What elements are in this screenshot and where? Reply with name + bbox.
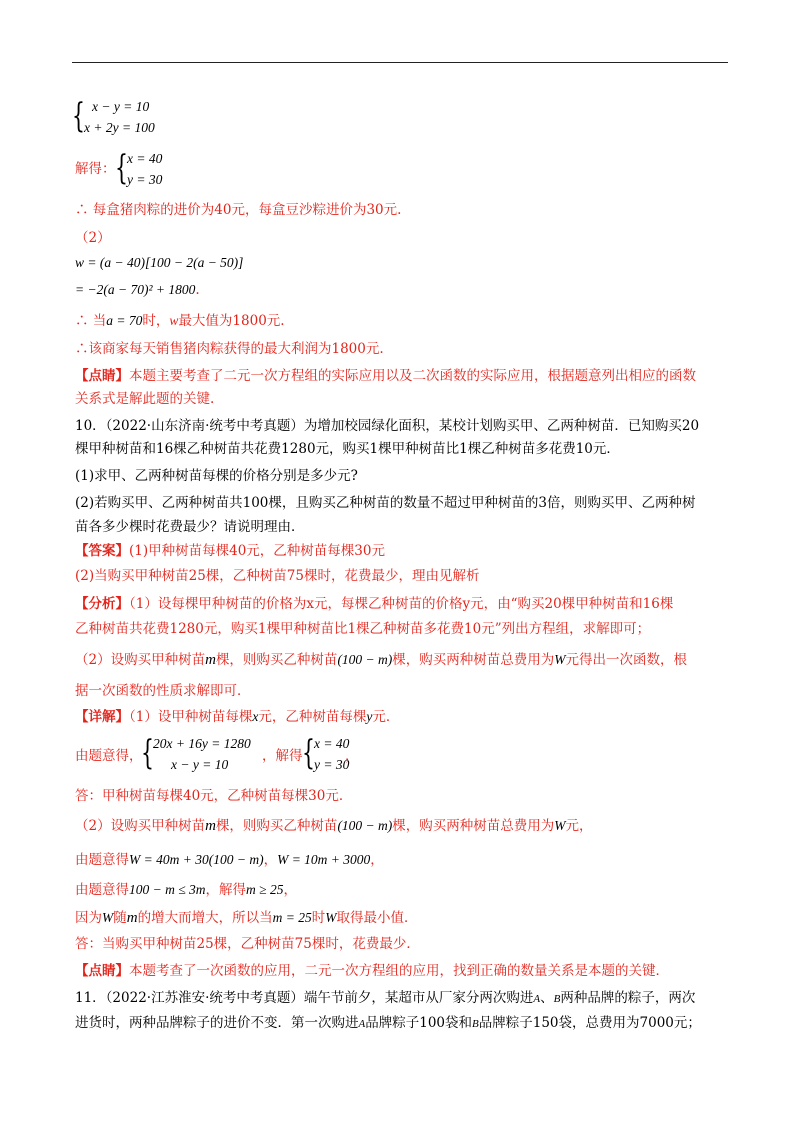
answer-line: 答：甲种树苗每棵40元，乙种树苗每棵30元． (75, 788, 353, 804)
equation-system-2 (141, 733, 261, 777)
analysis-paragraph: 【分析】（1）设每棵甲种树苗的价格为x元，每棵乙种树苗的价格y元，由“购买20棵甲种树苗和16棵 (75, 596, 674, 612)
question-11-text: 进货时，两种品牌粽子的进价不变．第一次购进A品牌粽子100袋和B品牌粽子150袋，总费用为7000元； (75, 1015, 701, 1031)
question-10-text: 10．（2022·山东济南·统考中考真题）为增加校园绿化面积，某校计划购买甲、乙两种树苗．已知购买20 (75, 418, 700, 434)
answer-line: 【答案】(1)甲种树苗每棵40元，乙种树苗每棵30元 (75, 543, 385, 559)
system-row: x = 40 (314, 736, 350, 751)
conclusion-line: ∴ 每盒猪肉粽的进价为40元，每盒豆沙粽进价为30元. (75, 202, 402, 218)
question-10-sub1: (1)求甲、乙两种树苗每棵的价格分别是多少元? (75, 468, 358, 484)
equation-line: 由题意得W = 40m + 30(100 − m)，W = 10m + 3000， (75, 852, 384, 868)
question-10-sub2: (2)若购买甲、乙两种树苗共100棵，且购买乙种树苗的数量不超过甲种树苗的3倍，则购买甲、乙两种树 (75, 495, 696, 511)
answer-line: 答：当购买甲种树苗25棵，乙种树苗75棵时，花费最少． (75, 936, 420, 952)
brace-icon: { (302, 733, 315, 773)
system-row: y = 30 (127, 172, 163, 187)
analysis-paragraph: 乙种树苗共花费1280元，购买1棵甲种树苗比1棵乙种树苗多花费10元”列出方程组，求解即可； (75, 621, 651, 637)
detail-paragraph: （2）设购买甲种树苗m棵，则购买乙种树苗(100 − m)棵，购买两种树苗总费用为W元， (75, 818, 593, 834)
answer-line: (2)当购买甲种树苗25棵，乙种树苗75棵时，花费最少，理由见解析 (75, 568, 480, 584)
max-line: ∴ 当a = 70时，w最大值为1800元. (75, 313, 285, 329)
equation-system-1 (72, 96, 192, 140)
solve-label: 解得： (75, 161, 116, 177)
question-11-text: 11．（2022·江苏淮安·统考中考真题）端午节前夕，某超市从厂家分两次购进A、B两种品牌的粽子，两次 (75, 990, 696, 1006)
inequality-line: 由题意得100 − m ≤ 3m，解得m ≥ 25， (75, 882, 297, 898)
detail-label: ，解得 (262, 748, 303, 764)
system-row: x = 40 (127, 151, 163, 166)
question-10-text: 棵甲种树苗和16棵乙种树苗共花费1280元，购买1棵甲种树苗比1棵乙种树苗多花费10元． (75, 441, 620, 457)
analysis-paragraph: 据一次函数的性质求解即可． (75, 683, 251, 699)
system-row: x + 2y = 100 (84, 120, 155, 135)
brace-icon: { (72, 96, 85, 136)
dianjing-paragraph: 关系式是解此题的关键. (75, 391, 215, 407)
system-row: y = 30 (314, 757, 350, 772)
question-10-sub2: 苗各多少棵时花费最少？请说明理由． (75, 519, 305, 535)
brace-icon: { (141, 733, 154, 773)
formula-line: = −2(a − 70)² + 1800. (75, 282, 200, 298)
solution-system-1 (115, 148, 195, 192)
dianjing-paragraph: 【点睛】本题考查了一次函数的应用，二元一次方程组的应用，找到正确的数量关系是本题的关键． (75, 963, 669, 979)
analysis-paragraph: （2）设购买甲种树苗m棵，则购买乙种树苗(100 − m)棵，购买两种树苗总费用为W元得出一次函数，根 (75, 652, 688, 668)
dianjing-paragraph: 【点睛】本题主要考查了二元一次方程组的实际应用以及二次函数的实际应用，根据题意列出相应的函数 (75, 368, 696, 384)
brace-icon: { (115, 148, 128, 188)
solution-system-2 (302, 733, 382, 777)
part-label: （2） (75, 230, 111, 246)
detail-label: ， (345, 748, 359, 764)
monotonic-line: 因为W随m的增大而增大，所以当m = 25时W取得最小值． (75, 910, 418, 926)
formula-line: w = (a − 40)[100 − 2(a − 50)] (75, 255, 244, 270)
detail-paragraph: 【详解】（1）设甲种树苗每棵x元，乙种树苗每棵y元． (75, 709, 400, 725)
system-row: 20x + 16y = 1280 (153, 736, 251, 751)
system-row: x − y = 10 (171, 757, 229, 772)
system-row: x − y = 10 (92, 99, 150, 114)
profit-line: ∴该商家每天销售猪肉粽获得的最大利润为1800元. (75, 341, 384, 357)
header-rule (72, 62, 728, 63)
detail-label: 由题意得， (75, 748, 143, 764)
